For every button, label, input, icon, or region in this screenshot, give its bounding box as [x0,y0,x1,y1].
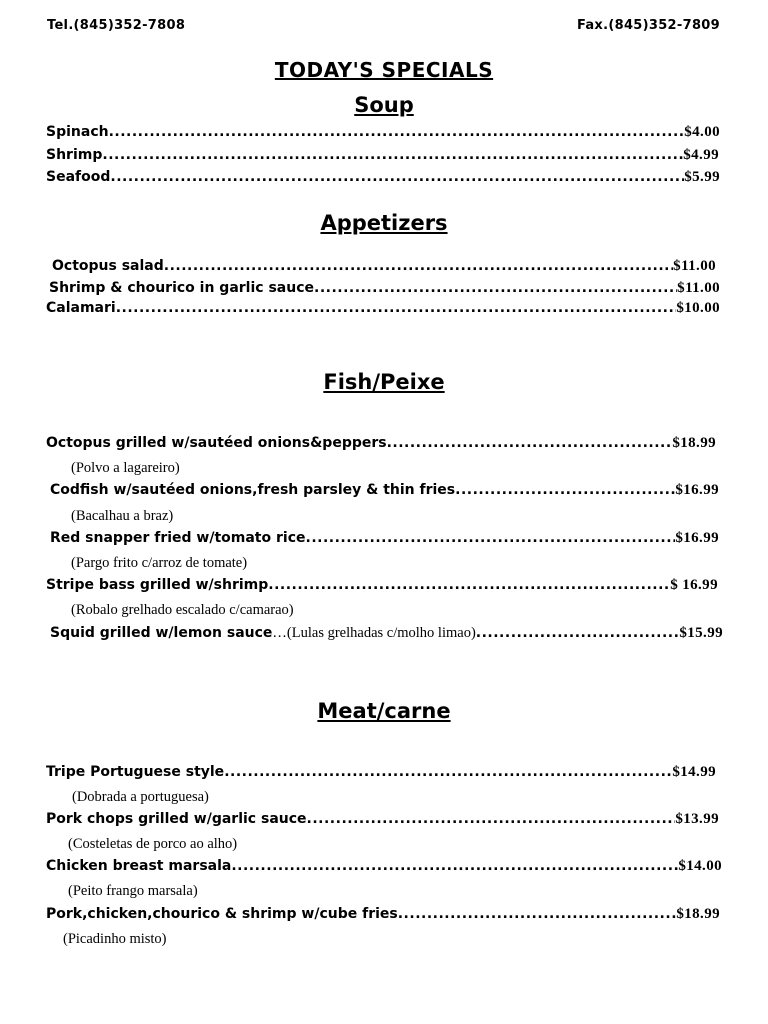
item-name: Octopus grilled w/sautéed onions&peppers [46,435,387,451]
item-price: $14.00 [678,858,722,874]
menu-item [50,625,723,645]
menu-item [46,577,718,597]
item-translation: (Bacalhau a braz) [71,508,174,524]
item-price: $11.00 [673,258,716,274]
item-translation: (Peito frango marsala) [68,883,198,899]
section-heading-fish: Fish/Peixe [323,370,445,394]
menu-item [46,435,716,455]
item-translation: (Polvo a lagareiro) [71,460,180,476]
item-translation: (Dobrada a portuguesa) [72,789,209,805]
dot-leader [109,124,685,140]
menu-item [46,147,719,167]
item-price: $18.99 [676,906,720,922]
item-name: Pork chops grilled w/garlic sauce [46,811,307,827]
item-price: $15.99 [679,625,723,641]
menu-item [46,858,722,878]
item-name: Codfish w/sautéed onions,fresh parsley & thin fries [50,482,456,498]
menu-item [46,169,720,189]
dot-leader [164,258,673,274]
item-price: $11.00 [677,280,720,296]
item-price: $4.99 [683,147,719,163]
item-price: $16.99 [675,482,719,498]
item-price: $13.99 [675,811,719,827]
dot-leader [476,625,680,641]
menu-item [46,811,719,831]
menu-item [49,280,720,300]
section-heading-meat: Meat/carne [317,699,451,723]
item-name: Stripe bass grilled w/shrimp [46,577,269,593]
section-heading-appetizers: Appetizers [320,211,448,235]
dot-leader [455,482,675,498]
item-name [50,625,476,642]
dot-leader [110,169,684,185]
item-name: Spinach [46,124,109,140]
dot-leader [102,147,683,163]
item-translation: (Pargo frito c/arroz de tomate) [71,555,248,571]
dot-leader [306,530,676,546]
menu-item [46,906,720,926]
dot-leader [398,906,677,922]
item-inline-translation: …(Lulas grelhadas c/molho limao) [272,625,476,641]
dot-leader [231,858,678,874]
item-name: Pork,chicken,chourico & shrimp w/cube fries [46,906,398,922]
item-name: Shrimp [46,147,103,163]
menu-item [52,258,716,278]
menu-item [50,530,719,550]
dot-leader [268,577,670,593]
dot-leader [387,435,673,451]
item-name: Red snapper fried w/tomato rice [50,530,306,546]
menu-item [46,300,720,320]
item-name: Chicken breast marsala [46,858,232,874]
item-translation: (Costeletas de porco ao alho) [68,836,238,852]
item-translation: (Robalo grelhado escalado c/camarao) [71,602,294,618]
item-name-text: Squid grilled w/lemon sauce [50,625,273,641]
dot-leader [307,811,676,827]
section-heading-soup: Soup [354,93,414,117]
item-translation: (Picadinho misto) [63,931,167,947]
phone-number: Tel.(845)352-7808 [47,18,186,33]
item-name: Octopus salad [52,258,164,274]
dot-leader [116,300,677,316]
item-name: Shrimp & chourico in garlic sauce [49,280,314,296]
dot-leader [314,280,677,296]
item-price: $18.99 [672,435,716,451]
item-name: Calamari [46,300,116,316]
item-price: $10.00 [676,300,720,316]
item-price: $16.99 [675,530,719,546]
menu-item [50,482,719,502]
item-name: Seafood [46,169,111,185]
fax-number: Fax.(845)352-7809 [576,18,720,33]
item-price: $5.99 [684,169,720,185]
page-title: TODAY'S SPECIALS [274,58,494,82]
item-price: $ 16.99 [670,577,718,593]
dot-leader [224,764,672,780]
item-price: $4.00 [684,124,720,140]
item-name: Tripe Portuguese style [46,764,225,780]
menu-item [46,764,716,784]
menu-item [46,124,720,144]
item-price: $14.99 [672,764,716,780]
